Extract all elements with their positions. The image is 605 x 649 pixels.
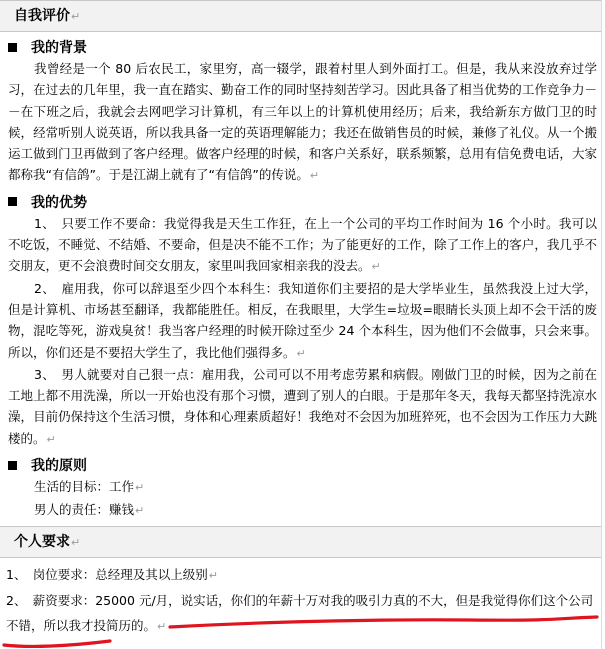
paragraph-mark: ↵ (208, 569, 218, 583)
square-bullet-icon (8, 461, 17, 470)
paragraph-mark: ↵ (71, 536, 81, 550)
subheading-title: 我的背景 (31, 40, 87, 56)
paragraph-text: 我曾经是一个 80 后农民工，家里穷，高一辍学，跟着村里人到外面打工。但是，我从来没放弃过学习，在过去的几年里，我一直在踏实、勤奋工作的同时坚持刻苦学习。因此具备了相当优势的工作竞争力－－在下班之后，我就会去网吧学习计算机，有三年以上的计算机使用经历；后来，我给新东方做门卫的时候，经常听别人说英语，所以我具备一定的英语理解能力；我还在做销售员的时候，兼修了礼仪。从一个搬运工做到门卫再做到了客户经理。做客户经理的时候，和客户关系好，联系频繁，总用有信免费电话，大家都称我“有信鸽”。于是江湖上就有了“有信鸽”的传说。 (8, 61, 597, 183)
requirement-text: 1、 岗位要求：总经理及其以上级别 (6, 567, 208, 583)
paragraph-mark: ↵ (309, 169, 320, 183)
section-title: 个人要求 (14, 534, 70, 551)
strength-item (0, 364, 601, 450)
principle-line (0, 499, 601, 522)
strength-item (0, 213, 601, 278)
principle-text: 生活的目标：工作 (34, 479, 135, 495)
section-header-personal-requirements (0, 526, 601, 558)
paragraph-mark: ↵ (46, 432, 56, 446)
square-bullet-icon (8, 43, 17, 52)
requirement-text: 2、 薪资要求：25000 元/月，说实话，你们的年薪十万对我的吸引力真的不大，但是我觉得你们这个公司不错，所以我才投简历的。 (6, 593, 594, 634)
section-title: 自我评价 (14, 8, 70, 24)
paragraph-mark: ↵ (157, 620, 167, 634)
section-header-self-evaluation (0, 0, 601, 32)
background-paragraph (0, 58, 601, 187)
subheading-principles (0, 454, 601, 476)
paragraph-text: 1、 只要工作不要命：我觉得我是天生工作狂，在上一个公司的平均工作时间为 16 个小时。我可以不吃饭，不睡觉、不结婚、不要命，但是决不能不工作；为了能更好的工作，除了工作上的客户，我几乎不交朋友，更不会浪费时间交女朋友，家里叫我回家相亲我的没去。 (8, 215, 597, 274)
paragraph-text: 2、 雇用我，你可以辞退至少四个本科生：我知道你们主要招的是大学毕业生，虽然我没上过大学，但是计算机、市场甚至翻译，我都能胜任。相反，在我眼里，大学生=垃圾=眼睛长头顶上却不会干活的废物，混吃等死，游戏臭贫！我当客户经理的时候开除过至少 24 个本科生，因为他们不会做事，只会来事。所以，你们还是不要招大学生了，我比他们强得多。 (8, 280, 597, 360)
requirement-line (0, 588, 601, 639)
paragraph-mark: ↵ (71, 10, 81, 23)
strength-item (0, 278, 601, 364)
requirement-line (0, 562, 601, 588)
paragraph-mark: ↵ (135, 481, 145, 495)
paragraph-mark: ↵ (135, 504, 145, 518)
subheading-title: 我的优势 (31, 194, 87, 211)
paragraph-text: 3、 男人就要对自己狠一点：雇用我，公司可以不用考虑劳累和病假。刚做门卫的时候，因为之前在工地上都不用洗澡，所以一开始也没有那个习惯，遭到了别人的白眼。于是那年冬天，我每天都坚持洗凉水澡，目前仍保持这个生活习惯，身体和心理素质超好！我绝对不会因为加班猝死，也不会因为工作压力大跳楼的。 (8, 366, 597, 446)
subheading-strengths (0, 191, 601, 213)
subheading-title: 我的原则 (31, 458, 87, 475)
subheading-background (0, 36, 601, 58)
paragraph-mark: ↵ (371, 260, 381, 274)
square-bullet-icon (8, 197, 17, 206)
principle-text: 男人的责任：赚钱 (34, 502, 135, 518)
paragraph-mark: ↵ (296, 346, 306, 360)
principle-line (0, 476, 601, 499)
page-edge-divider (601, 0, 602, 649)
